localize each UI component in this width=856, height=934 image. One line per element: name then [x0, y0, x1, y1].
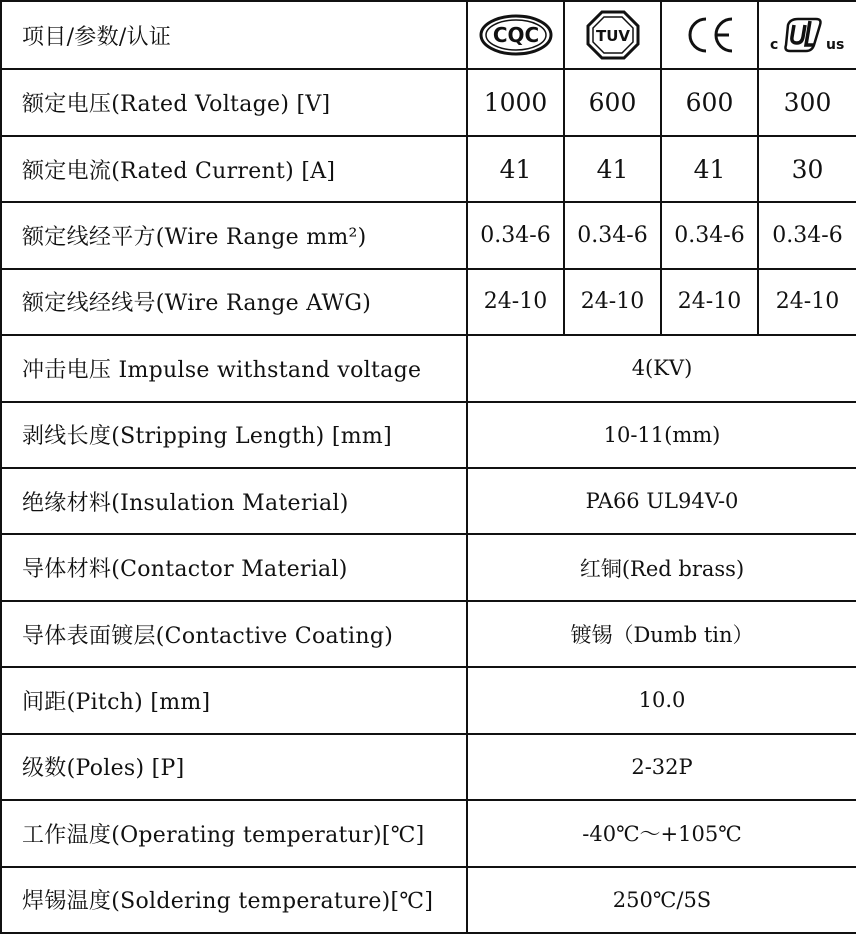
row-value: -40℃～+105℃ [467, 800, 856, 866]
tuv-logo-icon [585, 9, 641, 61]
row-value: 10-11(mm) [467, 402, 856, 468]
row-value-culus: 24-10 [758, 269, 856, 335]
row-label: 额定线经平方(Wire Range mm²) [1, 202, 467, 268]
row-value-tuv: 600 [564, 69, 661, 135]
row-label: 焊锡温度(Soldering temperature)[℃] [1, 867, 467, 934]
tuv-cell [564, 1, 661, 69]
row-value: 10.0 [467, 667, 856, 733]
row-label: 额定线经线号(Wire Range AWG) [1, 269, 467, 335]
row-value-cqc: 41 [467, 136, 564, 202]
row-value: PA66 UL94V-0 [467, 468, 856, 534]
table-row [1, 534, 856, 600]
tuv-logo-text: TUV [595, 27, 630, 46]
row-value-cqc: 0.34-6 [467, 202, 564, 268]
row-label: 导体表面镀层(Contactive Coating) [1, 601, 467, 667]
row-value: 4(KV) [467, 335, 856, 401]
row-label: 间距(Pitch) [mm] [1, 667, 467, 733]
row-label: 额定电流(Rated Current) [A] [1, 136, 467, 202]
table-row [1, 202, 856, 268]
table-row [1, 601, 856, 667]
row-value-ce: 0.34-6 [661, 202, 758, 268]
table-row [1, 867, 856, 934]
table-row [1, 335, 856, 401]
table-row [1, 69, 856, 135]
row-label: 剥线长度(Stripping Length) [mm] [1, 402, 467, 468]
table-row [1, 136, 856, 202]
row-value-cqc: 1000 [467, 69, 564, 135]
row-value: 2-32P [467, 734, 856, 800]
ce-logo-icon [683, 15, 737, 55]
row-label: 冲击电压 Impulse withstand voltage [1, 335, 467, 401]
row-label: 导体材料(Contactor Material) [1, 534, 467, 600]
row-value-ce: 41 [661, 136, 758, 202]
row-value: 250℃/5S [467, 867, 856, 934]
row-label: 工作温度(Operating temperatur)[℃] [1, 800, 467, 866]
table-row [1, 269, 856, 335]
row-value: 镀锡（Dumb tin） [467, 601, 856, 667]
table-row [1, 468, 856, 534]
table-row [1, 667, 856, 733]
row-value-ce: 24-10 [661, 269, 758, 335]
row-label: 绝缘材料(Insulation Material) [1, 468, 467, 534]
cqc-cell [467, 1, 564, 69]
row-value-culus: 300 [758, 69, 856, 135]
culus-cell [758, 1, 856, 69]
row-value-cqc: 24-10 [467, 269, 564, 335]
header-row [1, 1, 856, 69]
cqc-logo-text: CQC [492, 23, 539, 48]
culus-us-text: us [825, 37, 844, 54]
table-row [1, 402, 856, 468]
ce-cell [661, 1, 758, 69]
row-value-culus: 30 [758, 136, 856, 202]
row-label: 额定电压(Rated Voltage) [V] [1, 69, 467, 135]
culus-c-text: c [769, 37, 778, 54]
row-value-tuv: 41 [564, 136, 661, 202]
culus-logo-icon [766, 15, 850, 55]
cqc-logo-icon [478, 13, 554, 57]
table-row [1, 734, 856, 800]
row-value-tuv: 24-10 [564, 269, 661, 335]
row-value: 红铜(Red brass) [467, 534, 856, 600]
table-row [1, 800, 856, 866]
row-value-tuv: 0.34-6 [564, 202, 661, 268]
row-label: 级数(Poles) [P] [1, 734, 467, 800]
row-value-culus: 0.34-6 [758, 202, 856, 268]
row-value-ce: 600 [661, 69, 758, 135]
header-label: 项目/参数/认证 [1, 1, 467, 69]
